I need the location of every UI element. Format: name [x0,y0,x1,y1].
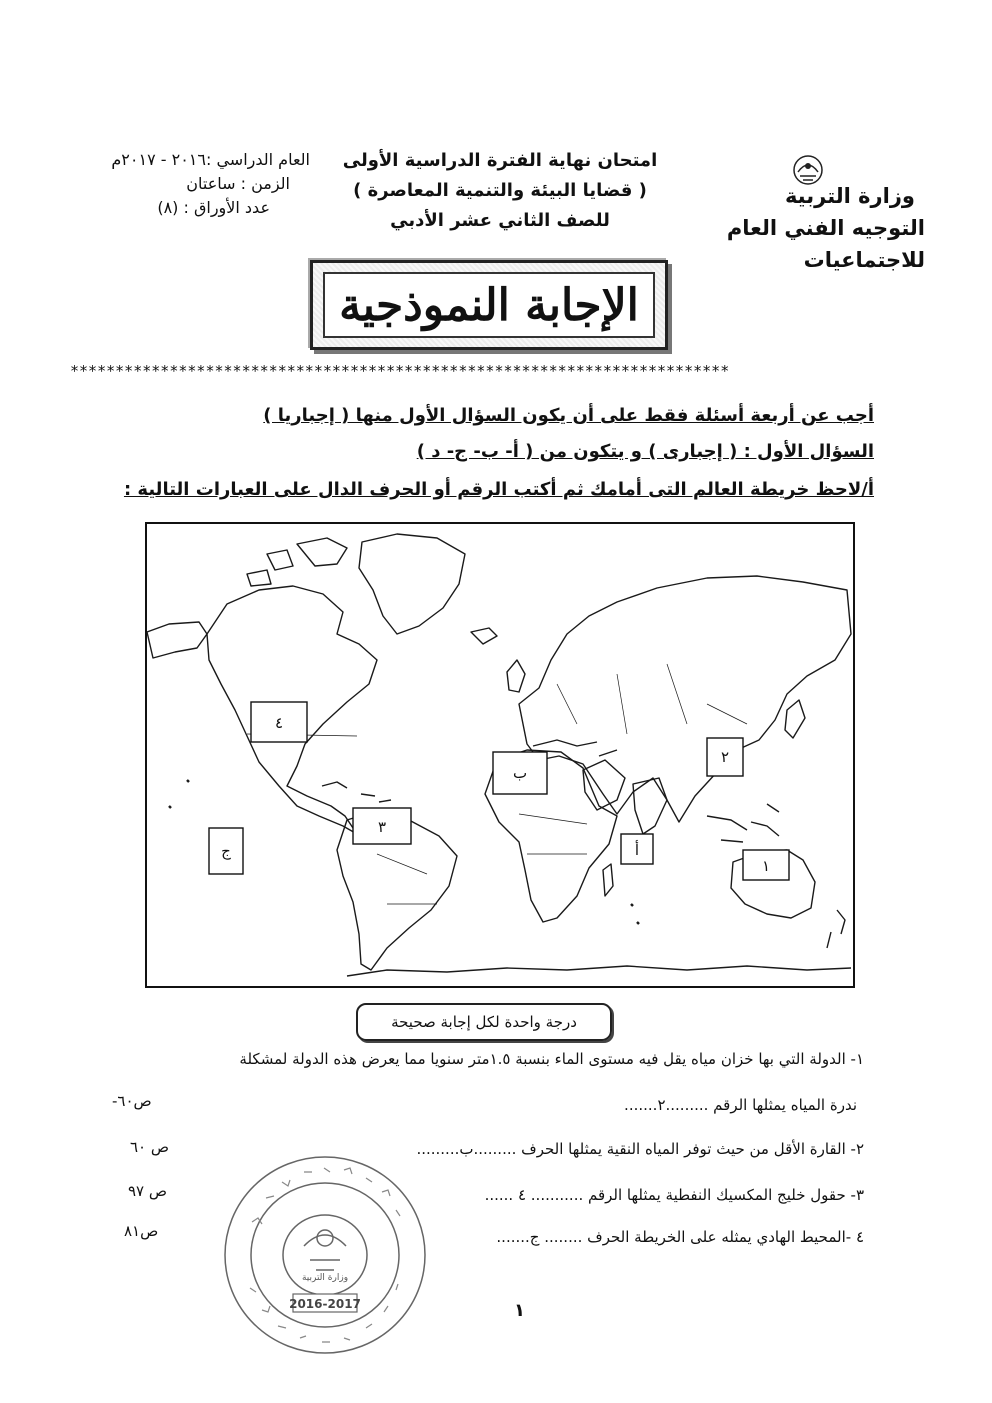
arabia-outline [583,760,625,810]
map-label-4: ٤ [274,714,284,732]
map-label-3: ٣ [377,818,387,836]
ministry-name: وزارة التربية [784,184,915,208]
official-stamp [220,1152,430,1358]
stamp-lettering-marks [250,1168,400,1342]
answer-1-page: ص٦٠- [112,1092,152,1110]
grade-level: للصف الثاني عشر الأدبي [390,210,610,231]
map-label-b: ب [512,764,528,782]
iceland-outline [471,628,497,644]
sheet-count: عدد الأوراق : (٨) [157,198,270,217]
new-zealand-outline [827,910,845,948]
department-name: التوجيه الفني العام للاجتماعيات [726,216,925,272]
world-map-drawing [147,524,853,986]
answer-1-line2: ندرة المياه يمثلها الرقم .........٢....... [624,1096,857,1114]
exam-name: امتحان نهاية الفترة الدراسية الأولى [342,150,658,171]
ministry-emblem-icon [790,152,826,192]
answer-4: ٤ -المحيط الهادي يمثله على الخريطة الحرف ........ ج....... [496,1228,864,1246]
separator: ************************************************************************* [70,362,730,380]
world-map [145,522,855,988]
title-box [310,260,668,350]
answer-3: ٣- حقول خليج المكسيك النفطية يمثلها الرقم ........... ٤ ...... [484,1186,864,1204]
antarctica-outline [347,966,851,976]
answer-2-page: ص ٦٠ [130,1138,170,1156]
caribbean-outline [322,782,391,802]
map-label-a: أ [634,841,640,859]
madagascar-outline [603,864,613,896]
general-instruction: أجب عن أربعة أسئلة فقط على أن يكون السؤال الأول منها ( إجباريا ) [263,405,874,426]
header-info [60,148,310,220]
stamp-center-text: وزارة التربية [301,1273,349,1283]
map-label-2: ٢ [720,748,730,766]
greenland-outline [359,534,465,634]
uk-outline [507,660,525,692]
page-number: ١ [514,1300,525,1321]
exam-time: الزمن : ساعتان [186,174,290,193]
answer-4-page: ص٨١ [124,1222,159,1240]
page-title: الإجابة النموذجية [323,272,655,338]
answer-2: ٢- القارة الأقل من حيث توفر المياه النقية يمثلها الحرف .........ب......... [416,1140,864,1158]
arctic-islands-outline [247,538,347,586]
india-outline [633,778,667,834]
map-label-j: ج [221,842,231,860]
ministry-header [640,180,925,276]
exam-header [330,146,670,236]
eurasia-outline [519,576,851,822]
question-one-a: أ/لاحظ خريطة العالم التى أمامك ثم أكتب الرقم أو الحرف الدال على العبارات التالية : [123,479,874,500]
subject-name: ( قضايا البيئة والتنمية المعاصرة ) [353,180,647,201]
answer-3-page: ص ٩٧ [128,1182,168,1200]
alaska-outline [147,622,207,658]
map-label-1: ١ [761,857,771,875]
grade-note: درجة واحدة لكل إجابة صحيحة [356,1003,612,1041]
japan-outline [785,700,805,738]
question-one-title: السؤال الأول : ( إجبارى ) و يتكون من ( أ- ب- ج- د ) [416,441,874,462]
answer-1-line1: ١- الدولة التي بها خزان مياه يقل فيه مستوى الماء بنسبة ١.٥متر سنويا مما يعرض هذه الدولة لمشكلة [239,1050,864,1068]
stamp-year: 2016-2017 [289,1297,361,1311]
indonesia-outline [707,804,779,842]
academic-year: العام الدراسي :٢٠١٦ - ٢٠١٧م [111,150,310,169]
